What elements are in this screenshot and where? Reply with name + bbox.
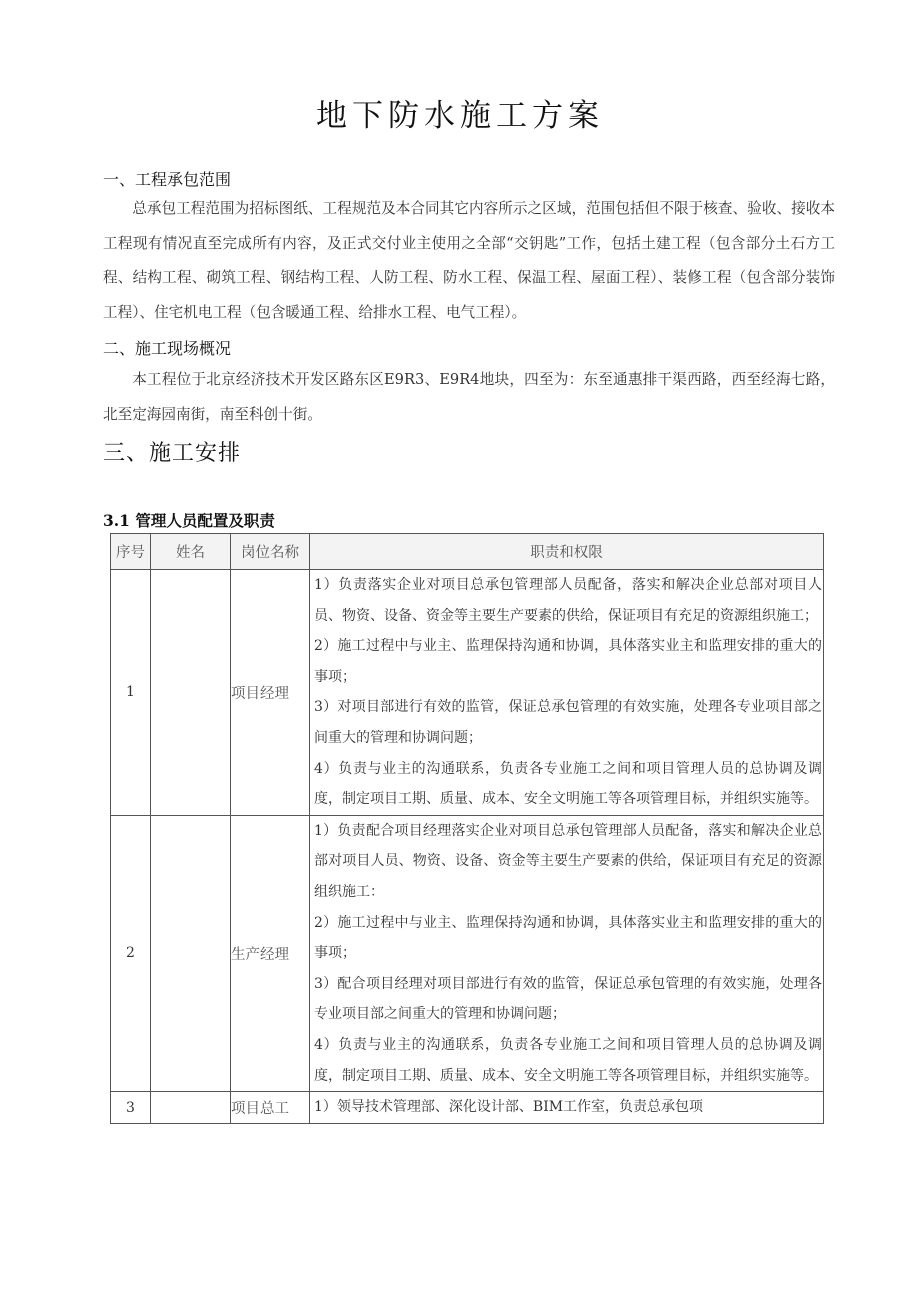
section-2-heading: 二、施工现场概况 bbox=[103, 339, 232, 358]
duty-item: 1）负责落实企业对项目总承包管理部人员配备，落实和解决企业总部对项目人员、物资、设备、资金等主要生产要素的供给，保证项目有充足的资源组织施工； bbox=[314, 577, 822, 624]
section-2-text: 本工程位于北京经济技术开发区路东区E9R3、E9R4地块，四至为：东至通惠排干渠西路，西至经海七路，北至定海园南街，南至科创十街。 bbox=[103, 371, 835, 423]
duty-item: 2）施工过程中与业主、监理保持沟通和协调，具体落实业主和监理安排的重大的事项； bbox=[314, 638, 822, 685]
row-duties bbox=[310, 570, 824, 816]
header-no: 序号 bbox=[111, 534, 151, 570]
section-1-text: 总承包工程范围为招标图纸、工程规范及本合同其它内容所示之区域，范围包括但不限于核查、验收、接收本工程现有情况直至完成所有内容，及正式交付业主使用之全部“交钥匙”工作，包括土建工程（包含部分土石方工程、结构工程、砌筑工程、钢结构工程、人防工程、防水工程、保温工程、屋面工程）、装修工程（包含部分装饰工程）、住宅机电工程（包含暖通工程、给排水工程、电气工程）。 bbox=[103, 200, 835, 321]
row-position: 项目总工 bbox=[231, 1092, 310, 1124]
row-name bbox=[151, 1092, 231, 1124]
table-row bbox=[111, 1092, 824, 1124]
duty-item: 3）配合项目经理对项目部进行有效的监管，保证总承包管理的有效实施，处理各专业项目部之间重大的管理和协调问题； bbox=[314, 975, 822, 1023]
header-name: 姓名 bbox=[151, 534, 231, 570]
section-1-heading: 一、工程承包范围 bbox=[103, 170, 232, 189]
row-no: 2 bbox=[111, 815, 151, 1091]
duty-item: 1）负责配合项目经理落实企业对项目总承包管理部人员配备，落实和解决企业总部对项目人员、物资、设备、资金等主要生产要素的供给，保证项目有充足的资源组织施工： bbox=[314, 822, 822, 900]
duty-item: 1）领导技术管理部、深化设计部、BIM工作室，负责总承包项 bbox=[314, 1099, 704, 1116]
section-3-heading: 三、施工安排 bbox=[103, 441, 242, 466]
header-position: 岗位名称 bbox=[231, 534, 310, 570]
table-row bbox=[111, 570, 824, 816]
row-duties bbox=[310, 815, 824, 1091]
subsection-3-1-heading bbox=[103, 509, 275, 531]
table-row bbox=[111, 815, 824, 1091]
staff-duties-table bbox=[110, 533, 824, 1124]
subsection-title: 管理人员配置及职责 bbox=[135, 512, 275, 530]
table-header-row bbox=[111, 534, 824, 570]
duty-item: 2）施工过程中与业主、监理保持沟通和协调，具体落实业主和监理安排的重大的事项； bbox=[314, 914, 822, 962]
row-position: 项目经理 bbox=[231, 570, 310, 816]
row-name bbox=[151, 815, 231, 1091]
header-duties: 职责和权限 bbox=[310, 534, 824, 570]
row-no: 1 bbox=[111, 570, 151, 816]
row-duties bbox=[310, 1092, 824, 1124]
row-position: 生产经理 bbox=[231, 815, 310, 1091]
duty-item: 4）负责与业主的沟通联系，负责各专业施工之间和项目管理人员的总协调及调度，制定项目工期、质量、成本、安全文明施工等各项管理目标，并组织实施等。 bbox=[314, 760, 822, 808]
duty-item: 4）负责与业主的沟通联系，负责各专业施工之间和项目管理人员的总协调及调度，制定项目工期、质量、成本、安全文明施工等各项管理目标，并组织实施等。 bbox=[314, 1036, 822, 1084]
row-name bbox=[151, 570, 231, 816]
duty-item: 3）对项目部进行有效的监管，保证总承包管理的有效实施，处理各专业项目部之间重大的管理和协调问题； bbox=[314, 699, 822, 746]
document-title: 地下防水施工方案 bbox=[316, 98, 604, 134]
row-no: 3 bbox=[111, 1092, 151, 1124]
subsection-number: 3.1 bbox=[103, 511, 130, 530]
